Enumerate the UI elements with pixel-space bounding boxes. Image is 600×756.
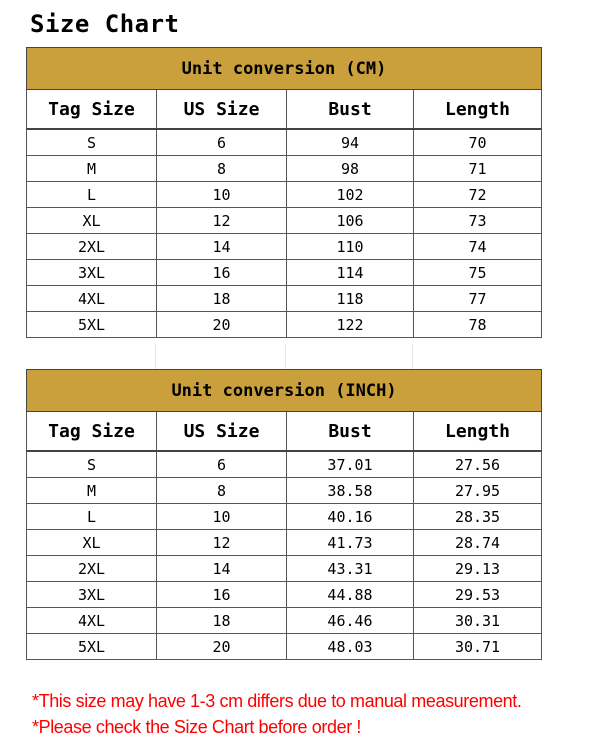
- table-cell: 14: [157, 234, 287, 260]
- column-header: Tag Size: [27, 90, 157, 130]
- table-cell: 40.16: [287, 504, 414, 530]
- table-row: [27, 286, 542, 312]
- table-caption: Unit conversion (CM): [27, 48, 542, 90]
- size-notes: [32, 688, 522, 740]
- table-cell: 94: [287, 129, 414, 156]
- table-cell: 110: [287, 234, 414, 260]
- table-cell: 73: [414, 208, 542, 234]
- table-row: [27, 182, 542, 208]
- table-cell: 16: [157, 582, 287, 608]
- table-cell: L: [27, 182, 157, 208]
- table-cell: M: [27, 156, 157, 182]
- table-cell: XL: [27, 208, 157, 234]
- table-cell: XL: [27, 530, 157, 556]
- table-cell: 74: [414, 234, 542, 260]
- table-cell: 28.74: [414, 530, 542, 556]
- table-row: [27, 582, 542, 608]
- table-cell: S: [27, 129, 157, 156]
- table-cell: 3XL: [27, 582, 157, 608]
- table-cell: 18: [157, 286, 287, 312]
- table-header-row: [27, 90, 542, 130]
- table-row: [27, 634, 542, 660]
- table-row: [27, 312, 542, 338]
- table-cell: 77: [414, 286, 542, 312]
- table-cell: 43.31: [287, 556, 414, 582]
- table-row: [27, 530, 542, 556]
- table-cell: 122: [287, 312, 414, 338]
- table-cell: 10: [157, 182, 287, 208]
- table-header-row: [27, 412, 542, 452]
- table-cell: 71: [414, 156, 542, 182]
- table-row: [27, 451, 542, 478]
- table-cell: 102: [287, 182, 414, 208]
- column-header: US Size: [157, 90, 287, 130]
- table-cell: 20: [157, 312, 287, 338]
- column-header: Length: [414, 412, 542, 452]
- table-cell: 98: [287, 156, 414, 182]
- table-cell: 2XL: [27, 234, 157, 260]
- table-cell: 6: [157, 451, 287, 478]
- table-cell: 28.35: [414, 504, 542, 530]
- table-gap-lines: [155, 344, 416, 369]
- table-row: [27, 504, 542, 530]
- table-cell: 106: [287, 208, 414, 234]
- table-cell: 29.13: [414, 556, 542, 582]
- table-cell: 30.31: [414, 608, 542, 634]
- table-cell: 70: [414, 129, 542, 156]
- column-header: Tag Size: [27, 412, 157, 452]
- table-cell: 3XL: [27, 260, 157, 286]
- size-table-cm-body: [27, 48, 542, 338]
- table-caption-row: [27, 370, 542, 412]
- table-cell: 46.46: [287, 608, 414, 634]
- table-cell: 18: [157, 608, 287, 634]
- gap-line: [412, 344, 413, 369]
- table-cell: 114: [287, 260, 414, 286]
- table-cell: 48.03: [287, 634, 414, 660]
- table-caption-row: [27, 48, 542, 90]
- table-cell: 27.56: [414, 451, 542, 478]
- table-cell: 30.71: [414, 634, 542, 660]
- gap-line: [285, 344, 286, 369]
- table-cell: 8: [157, 478, 287, 504]
- column-header: Length: [414, 90, 542, 130]
- table-cell: 29.53: [414, 582, 542, 608]
- table-cell: 12: [157, 530, 287, 556]
- table-cell: L: [27, 504, 157, 530]
- table-row: [27, 608, 542, 634]
- size-table-cm: [26, 47, 542, 338]
- column-header: Bust: [287, 412, 414, 452]
- table-cell: 41.73: [287, 530, 414, 556]
- table-cell: 75: [414, 260, 542, 286]
- table-cell: 4XL: [27, 286, 157, 312]
- table-row: [27, 556, 542, 582]
- table-cell: 16: [157, 260, 287, 286]
- table-row: [27, 129, 542, 156]
- column-header: US Size: [157, 412, 287, 452]
- size-table-inch: [26, 369, 542, 660]
- table-row: [27, 208, 542, 234]
- table-row: [27, 478, 542, 504]
- table-cell: 4XL: [27, 608, 157, 634]
- table-cell: 38.58: [287, 478, 414, 504]
- table-cell: 27.95: [414, 478, 542, 504]
- table-cell: 6: [157, 129, 287, 156]
- table-cell: 118: [287, 286, 414, 312]
- table-cell: 37.01: [287, 451, 414, 478]
- table-cell: 78: [414, 312, 542, 338]
- table-row: [27, 156, 542, 182]
- table-row: [27, 260, 542, 286]
- table-cell: 20: [157, 634, 287, 660]
- table-cell: 72: [414, 182, 542, 208]
- note-check-chart: *Please check the Size Chart before order !: [32, 717, 361, 737]
- table-cell: 44.88: [287, 582, 414, 608]
- note-measurement: *This size may have 1-3 cm differs due to manual measurement.: [32, 691, 522, 711]
- column-header: Bust: [287, 90, 414, 130]
- size-table-inch-body: [27, 370, 542, 660]
- page-title: Size Chart: [30, 10, 180, 38]
- table-cell: 2XL: [27, 556, 157, 582]
- table-cell: 14: [157, 556, 287, 582]
- table-cell: S: [27, 451, 157, 478]
- table-cell: 8: [157, 156, 287, 182]
- table-cell: 10: [157, 504, 287, 530]
- table-cell: 5XL: [27, 312, 157, 338]
- table-cell: M: [27, 478, 157, 504]
- table-caption: Unit conversion (INCH): [27, 370, 542, 412]
- table-cell: 5XL: [27, 634, 157, 660]
- table-cell: 12: [157, 208, 287, 234]
- table-row: [27, 234, 542, 260]
